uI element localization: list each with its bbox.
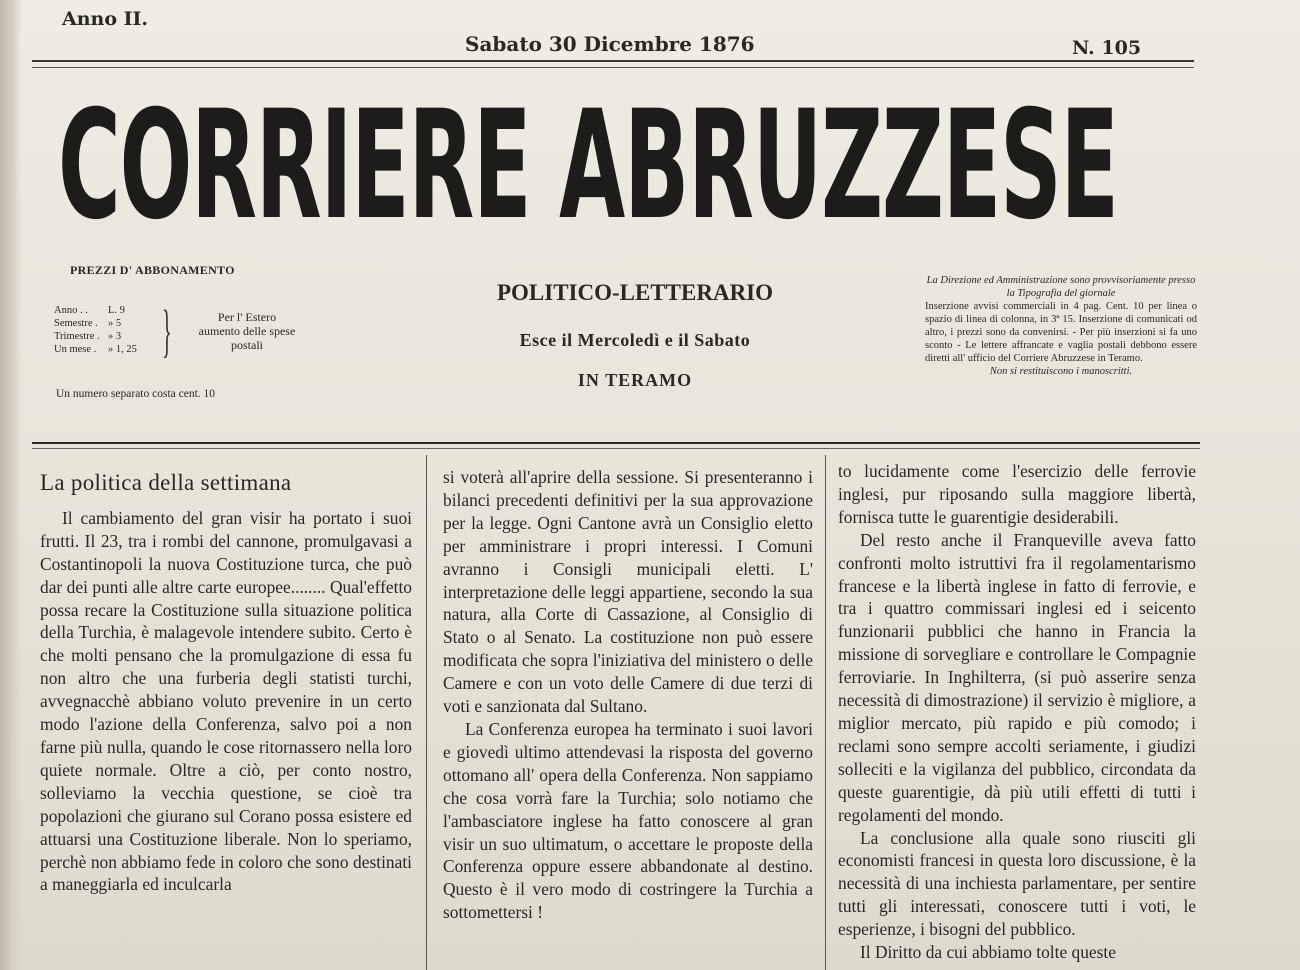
- section-rule-thin: [32, 448, 1200, 449]
- manuscripts-note: Non si restituiscono i manoscritti.: [989, 366, 1133, 377]
- column-divider: [426, 455, 427, 970]
- book-gutter: [0, 0, 22, 970]
- top-rule-thin: [32, 67, 1194, 68]
- administration-body: Inserzione avvisi commerciali in 4 pag. Cent. 10 per linea o spazio di linea di colonna, in 3ª 15. Inserzione di comunicati od altro, i prezzi sono da convenirsi. - Per più inserzioni si fa uno sconto - Le lettere affrancate e vaglia postali debbono essere diretti all' ufficio del Corriere Abruzzese in Teramo.: [925, 301, 1197, 364]
- price-row: Un mese . » 1, 25: [54, 344, 137, 355]
- article-column-1: [40, 460, 412, 896]
- subscription-title: PREZZI D' ABBONAMENTO: [70, 263, 235, 277]
- dateline: [0, 4, 1300, 64]
- price-row: Semestre . » 5: [54, 318, 122, 329]
- article-paragraph: Del resto anche il Franqueville aveva fatto confronti molto istruttivi fra il regolamentarismo francese e la libertà inglese in fatto di ferrovie, e tra i quattro commissari inglesi ed i seicento funzionarii pubblici che hanno in Francia la missione di sorvegliare e controllare le Compagnie ferroviarie. In Inghilterra, (si può asserire senza necessità di dimostrazione) il servizio è migliore, a miglior mercato, più rapido e più comodo; i reclami sono sempre accolti seriamente, i giudizi solleciti e la vigilanza del pubblico, circondata da queste guarentigie, dà più utili effetti di tutti i regolamenti del mondo.: [838, 529, 1196, 825]
- publication-place: IN TERAMO: [577, 370, 693, 390]
- paper-subtitle: POLITICO-LETTERARIO: [496, 280, 774, 305]
- top-rule: [32, 60, 1194, 62]
- administration-notice: [925, 274, 1197, 378]
- masthead-title: CORRIERE ABRUZZESE: [58, 79, 1118, 253]
- price-row: Trimestre . » 3: [54, 331, 122, 342]
- brace-glyph: }: [162, 298, 172, 363]
- year-label: Anno II.: [62, 8, 149, 30]
- article-paragraph: si voterà all'aprire della sessione. Si presenteranno i bilanci precedenti definitivi per la sua approvazione per la legge. Ogni Cantone avrà un Consiglio eletto per amministrare i propri interessi. I Comuni avranno i Consigli municipali eletti. L' interpretazione delle leggi appartiene, secondo la sua natura, alla Corte di Cassazione, al Consiglio di Stato o al Senato. La costituzione non può essere modificata che sopra l'iniziativa del ministero o delle Camere e con un voto delle Camere di due terzi di voti e sanzionata dal Sultano.: [443, 467, 813, 717]
- publication-schedule: Esce il Mercoledì e il Sabato: [519, 330, 751, 350]
- article-headline: La politica della settimana: [40, 470, 292, 495]
- subscription-box: [40, 258, 320, 408]
- article-column-3: [838, 460, 1196, 964]
- article-paragraph: Il cambiamento del gran visir ha portato i suoi frutti. Il 23, tra i rombi del cannone, promulgavasi a Costantinopoli la nuova Costituzione turca, che può dar dei punti alle altre carte europee........ Qual'effetto possa recare la Costituzione sulla situazione politica della Turchia, è malagevole intendere subito. Certo è che molti pensano che la promulgazione di essa fu non altro che una furberia degli statisti turchi, avvegnacchè abbiano voluto prevenire in un certo modo l'azione della Conferenza, salvo poi a non farne più nulla, quando le cose ritornassero nella loro quiete normale. Oltre a ciò, per conto nostro, solleviamo la vecchia questione, se cioè tra popolazioni che giurano sul Corano possa esistere ed attuarsi una Costituzione liberale. Non lo speriamo, perchè non abbiamo fede in coloro che sono destinati a maneggiarla ed inculcarla: [40, 507, 412, 895]
- issue-date: Sabato 30 Dicembre 1876: [465, 32, 755, 56]
- administration-intro: La Direzione ed Amministrazione sono provvisoriamente presso la Tipografia del giornale: [926, 275, 1196, 299]
- price-row: Anno . . L. 9: [54, 305, 125, 316]
- column-divider: [825, 455, 826, 970]
- section-rule: [32, 442, 1200, 444]
- article-paragraph: La conclusione alla quale sono riusciti gli economisti francesi in questa loro discussione, è la necessità di una inchiesta parlamentare, per sentire tutti gli interessati, conoscere tutti i voti, le esperienze, i bisogni del pubblico.: [838, 827, 1196, 940]
- article-paragraph: La Conferenza europea ha terminato i suoi lavori e giovedì ultimo attendevasi la risposta del governo ottomano all' opera della Conferenza. Non sappiamo che cosa vorrà fare la Turchia; solo notiamo che l'ambasciatore inglese ha fatto conoscere al gran visir un suo ultimatum, o accettare le proposte della Conferenza oppure essere abbandonate al destino. Questo è il vero modo di costringere la Turchia a sottomettersi !: [443, 718, 813, 923]
- article-paragraph: Il Diritto da cui abbiamo tolte queste: [860, 942, 1116, 963]
- single-copy-price: Un numero separato costa cent. 10: [56, 388, 216, 400]
- foreign-note: Per l' Estero aumento delle spese postali: [198, 310, 296, 352]
- article-paragraph: to lucidamente come l'esercizio delle ferrovie inglesi, pur riposando sulla maggiore libertà, fornisca tutte le guarentigie desiderabili.: [838, 461, 1196, 527]
- issue-number: N. 105: [1072, 37, 1142, 59]
- article-column-2: [443, 466, 813, 924]
